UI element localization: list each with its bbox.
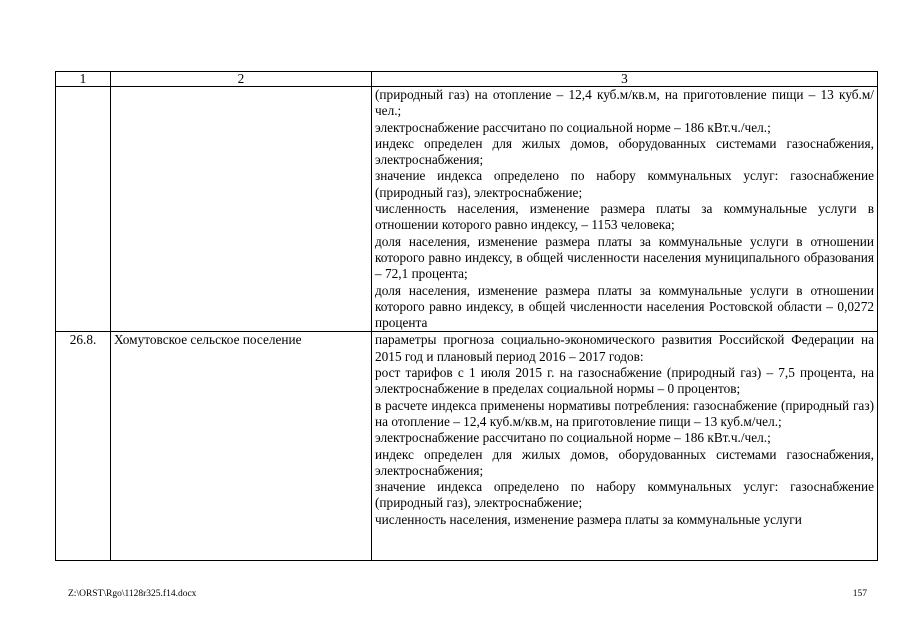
paragraph: параметры прогноза социально-экономического развития Российской Федерации на 2015 год и плановый период 2016 – 2017 годов: xyxy=(375,332,874,364)
row-number xyxy=(56,87,111,332)
paragraph: электроснабжение рассчитано по социальной норме – 186 кВт.ч./чел.; xyxy=(375,119,771,135)
paragraph: (природный газ) на отопление – 12,4 куб.м/кв.м, на приготовление пищи – 13 куб.м/чел.; xyxy=(375,87,874,119)
paragraph: рост тарифов с 1 июля 2015 г. на газоснабжение (природный газ) – 7,5 процента, на электроснабжение в пределах социальной нормы – 0 процентов; xyxy=(375,365,874,397)
table-header-row xyxy=(56,72,878,87)
table-row xyxy=(56,332,878,561)
paragraph: значение индекса определено по набору коммунальных услуг: газоснабжение (природный газ), электроснабжение; xyxy=(375,479,874,511)
footer-page-number: 157 xyxy=(852,589,867,599)
footer-file-path: Z:\ORST\Rgo\1128r325.f14.docx xyxy=(68,589,197,599)
paragraph: индекс определен для жилых домов, оборудованных системами газоснабжения, электроснабжения; xyxy=(375,135,874,168)
paragraph: доля населения, изменение размера платы за коммунальные услуги в отношении которого равно индексу, в общей численности населения Ростовской области – 0,0272 процента xyxy=(375,282,874,331)
row-number: 26.8. xyxy=(56,332,111,561)
row-description xyxy=(372,332,878,561)
paragraph: значение индекса определено по набору коммунальных услуг: газоснабжение (природный газ), электроснабжение; xyxy=(375,168,874,200)
paragraph: численность населения, изменение размера платы за коммунальные услуги в отношении которого равно индексу, – 1153 человека; xyxy=(375,201,874,233)
header-cell-1: 1 xyxy=(56,72,111,87)
paragraph: численность населения, изменение размера платы за коммунальные услуги xyxy=(375,511,802,527)
paragraph: доля населения, изменение размера платы за коммунальные услуги в отношении которого равно индексу, в общей численности населения муниципального образования – 72,1 процента; xyxy=(375,233,874,282)
row-name: Хомутовское сельское поселение xyxy=(111,332,372,561)
paragraph: в расчете индекса применены нормативы потребления: газоснабжение (природный газ) на отопление – 12,4 куб.м/кв.м, на приготовление пищи – 13 куб.м/чел.; xyxy=(375,397,874,429)
header-cell-2: 2 xyxy=(111,72,372,87)
header-cell-3: 3 xyxy=(372,72,878,87)
table-row xyxy=(56,87,878,332)
row-name xyxy=(111,87,372,332)
row-description xyxy=(372,87,878,332)
paragraph: индекс определен для жилых домов, оборудованных системами газоснабжения, электроснабжения; xyxy=(375,446,874,478)
data-table xyxy=(55,71,878,561)
paragraph: электроснабжение рассчитано по социальной норме – 186 кВт.ч./чел.; xyxy=(375,430,771,446)
